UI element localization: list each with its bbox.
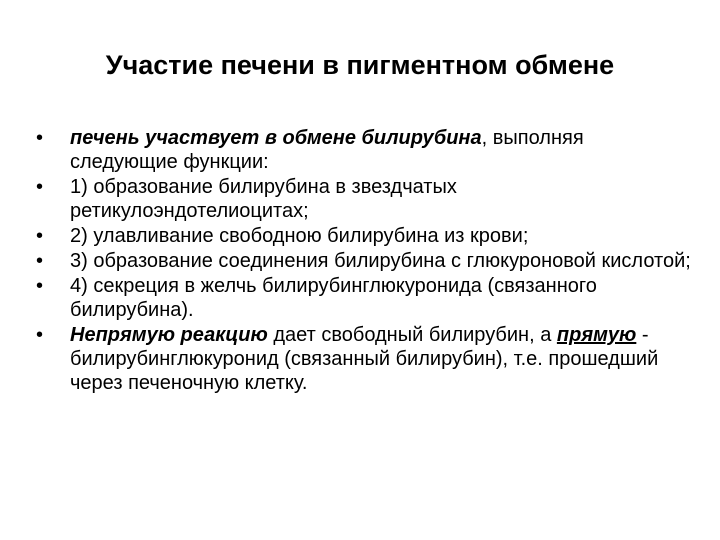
item-text: - билирубинглюкуронид (связанный билирубин), т.е. прошедший через печеночную клетку. <box>70 324 659 394</box>
bullet-icon: • <box>36 225 44 247</box>
item-text: 3) образование соединения билирубина с глюкуроновой кислотой; <box>70 250 691 272</box>
bullet-icon: • <box>36 275 44 297</box>
bullet-item-function-4 <box>36 274 696 322</box>
emphasis-text-direct: прямую <box>556 324 637 346</box>
bullet-item-liver-role <box>36 126 696 174</box>
bullet-item-function-2 <box>36 224 696 248</box>
item-text: 4) секреция в желчь билирубинглюкуронида (связанного билирубина). <box>70 275 597 321</box>
item-text: , выполняя следующие функции: <box>70 127 584 173</box>
item-text: 1) образование билирубина в звездчатых ретикулоэндотелиоцитах; <box>70 176 457 222</box>
bullet-icon: • <box>36 324 44 346</box>
emphasis-text: печень участвует в обмене билирубина <box>70 127 482 149</box>
emphasis-text-indirect: Непрямую реакцию <box>70 324 268 346</box>
bullet-icon: • <box>36 250 44 272</box>
bullet-icon: • <box>36 176 44 198</box>
slide-title: Участие печени в пигментном обмене <box>105 50 615 80</box>
bullet-list <box>36 126 696 396</box>
item-text: дает свободный билирубин, а <box>267 324 557 346</box>
bullet-item-function-1 <box>36 175 696 223</box>
bullet-icon: • <box>36 127 44 149</box>
item-text: 2) улавливание свободною билирубина из крови; <box>70 225 529 247</box>
bullet-item-reactions <box>36 323 696 395</box>
bullet-item-function-3 <box>36 249 696 273</box>
